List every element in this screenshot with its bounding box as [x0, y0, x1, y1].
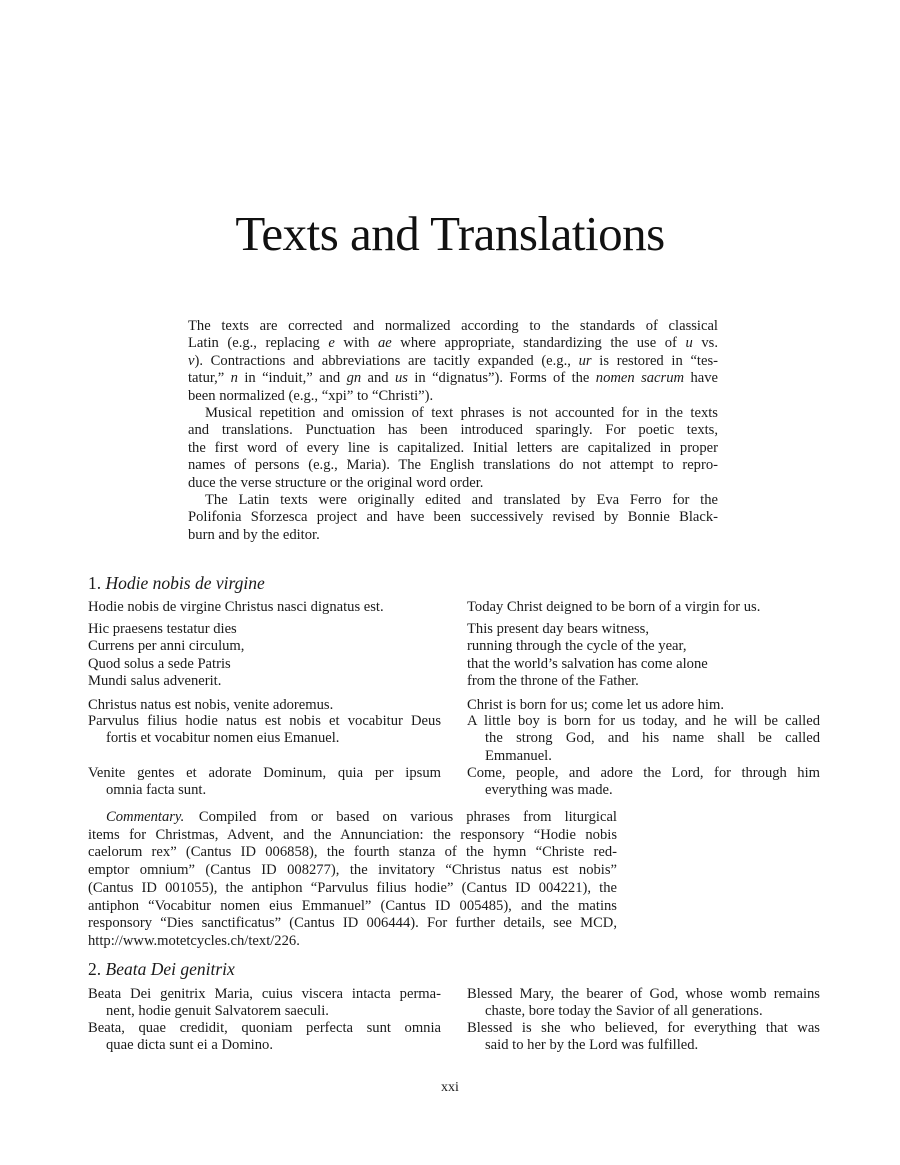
- intro-line: [188, 352, 718, 370]
- entry-line: fortis et vocabitur nomen eius Emanuel.: [106, 730, 340, 747]
- text-segment: in “dignatus”). Forms of the: [407, 370, 596, 387]
- text-segment: burn and by the editor.: [188, 526, 320, 543]
- section-title: Beata Dei genitrix: [105, 959, 235, 979]
- commentary-line: [88, 861, 617, 879]
- section-heading: [88, 959, 235, 979]
- text-segment: tatur,”: [188, 370, 231, 387]
- text-segment: The Latin texts were originally edited and translated by Eva Ferro for the: [205, 492, 718, 508]
- entry-line: Come, people, and adore the Lord, for through him: [467, 765, 820, 781]
- text-segment: in “induit,” and: [237, 370, 347, 387]
- entry-line: Quod solus a sede Patris: [88, 655, 231, 672]
- entry-line: omnia facta sunt.: [106, 782, 207, 799]
- section-number: 1.: [88, 573, 102, 593]
- section-title: Hodie nobis de virgine: [105, 573, 265, 593]
- entry-line: said to her by the Lord was fulfilled.: [485, 1037, 699, 1054]
- text-segment: been normalized (e.g., “xpi” to “Christi”).: [188, 387, 434, 404]
- text-segment: Compiled from or based on various phrases from liturgical: [184, 809, 617, 825]
- intro-line: [188, 387, 718, 405]
- entry-line: Christus natus est nobis, venite adoremus.: [88, 697, 334, 713]
- italic-segment: nomen sacrum: [595, 370, 685, 387]
- text-segment: and: [361, 370, 395, 387]
- text-segment: http://www.motetcycles.ch/text/226.: [88, 932, 300, 949]
- italic-segment: us: [394, 370, 408, 387]
- text-segment: have: [684, 370, 718, 387]
- entry-line: Hic praesens testatur dies: [88, 621, 237, 637]
- text-segment: items for Christmas, Advent, and the Annunciation: the responsory “Hodie nobis: [88, 826, 617, 843]
- italic-segment: u: [685, 335, 693, 352]
- text-segment: where appropriate, standardizing the use of: [391, 335, 686, 352]
- entry-line: Blessed is she who believed, for everything that was: [467, 1020, 820, 1036]
- commentary-line: [88, 879, 617, 897]
- text-segment: emptor omnium” (Cantus ID 008277), the invitatory “Christus natus est nobis”: [88, 862, 617, 879]
- italic-segment: v: [188, 352, 195, 369]
- italic-segment: gn: [346, 370, 362, 387]
- text-segment: names of persons (e.g., Maria). The English translations do not attempt to repro-: [188, 457, 718, 474]
- commentary-line: [88, 897, 617, 915]
- text-segment: and translations. Punctuation has been introduced sparingly. For poetic texts,: [188, 422, 718, 439]
- italic-segment: ae: [377, 335, 392, 352]
- entry-line: quae dicta sunt ei a Domino.: [106, 1037, 273, 1054]
- entry-line: everything was made.: [485, 782, 613, 799]
- intro-line: [188, 526, 718, 544]
- intro-line: [188, 456, 718, 474]
- entry-line: that the world’s salvation has come alone: [467, 655, 708, 672]
- entry-line: Parvulus filius hodie natus est nobis et vocabitur Deus: [88, 713, 441, 729]
- text-segment: duce the verse structure or the original word order.: [188, 474, 484, 491]
- text-segment: with: [334, 335, 378, 352]
- text-segment: Polifonia Sforzesca project and have been successively revised by Bonnie Black-: [188, 509, 718, 526]
- italic-segment: n: [230, 370, 238, 387]
- entry-line: This present day bears witness,: [467, 621, 649, 637]
- intro-line: [188, 369, 718, 387]
- text-segment: Musical repetition and omission of text phrases is not accounted for in the texts: [205, 405, 718, 421]
- page-number: xxi: [441, 1080, 459, 1095]
- intro-line: [205, 404, 718, 422]
- italic-segment: ur: [578, 352, 592, 369]
- intro-line: [188, 474, 718, 492]
- commentary-line: [88, 914, 617, 932]
- section-heading: [88, 573, 265, 593]
- entry-line: Beata, quae credidit, quoniam perfecta sunt omnia: [88, 1020, 441, 1036]
- intro-line: [205, 491, 718, 509]
- italic-segment: Commentary.: [106, 809, 185, 825]
- page-title: Texts and Translations: [235, 206, 665, 261]
- commentary-line: [88, 932, 617, 950]
- entry-line: Hodie nobis de virgine Christus nasci dignatus est.: [88, 599, 384, 615]
- entry-line: A little boy is born for us today, and he will be called: [467, 713, 820, 729]
- intro-line: [188, 508, 718, 526]
- text-segment: is restored in “tes-: [591, 352, 718, 369]
- entry-line: Venite gentes et adorate Dominum, quia per ipsum: [88, 765, 441, 781]
- text-segment: The texts are corrected and normalized according to the standards of classical: [188, 318, 718, 334]
- text-segment: vs.: [692, 335, 718, 352]
- entry-line: Christ is born for us; come let us adore him.: [467, 697, 724, 713]
- entry-line: Mundi salus advenerit.: [88, 673, 222, 690]
- text-segment: caelorum rex” (Cantus ID 006858), the fourth stanza of the hymn “Christe red-: [88, 844, 617, 861]
- entry-line: nent, hodie genuit Salvatorem saeculi.: [106, 1003, 329, 1020]
- commentary-line: [88, 843, 617, 861]
- commentary-line: [106, 808, 617, 826]
- text-segment: responsory “Dies sanctificatus” (Cantus ID 006444). For further details, see MCD,: [88, 915, 617, 932]
- intro-line: [188, 334, 718, 352]
- intro-line: [188, 421, 718, 439]
- entry-line: chaste, bore today the Savior of all generations.: [485, 1003, 763, 1020]
- entry-line: from the throne of the Father.: [467, 673, 639, 690]
- entry-line: Blessed Mary, the bearer of God, whose womb remains: [467, 986, 820, 1002]
- text-segment: antiphon “Vocabitur nomen eius Emmanuel” (Cantus ID 005485), and the matins: [88, 897, 617, 914]
- text-segment: the first word of every line is capitalized. Initial letters are capitalized in proper: [188, 439, 718, 456]
- intro-line: [188, 317, 718, 335]
- entry-line: Beata Dei genitrix Maria, cuius viscera intacta perma-: [88, 986, 441, 1002]
- section-number: 2.: [88, 959, 102, 979]
- italic-segment: e: [328, 335, 335, 352]
- intro-line: [188, 439, 718, 457]
- text-segment: Latin (e.g., replacing: [188, 335, 329, 352]
- entry-line: Emmanuel.: [485, 747, 552, 764]
- commentary-line: [88, 826, 617, 844]
- text-segment: ). Contractions and abbreviations are tacitly expanded (e.g.,: [194, 352, 579, 369]
- entry-line: Currens per anni circulum,: [88, 638, 245, 655]
- entry-line: the strong God, and his name shall be called: [485, 730, 820, 747]
- entry-line: Today Christ deigned to be born of a virgin for us.: [467, 599, 761, 615]
- entry-line: running through the cycle of the year,: [467, 638, 687, 655]
- text-segment: (Cantus ID 001055), the antiphon “Parvulus filius hodie” (Cantus ID 004221), the: [88, 879, 617, 896]
